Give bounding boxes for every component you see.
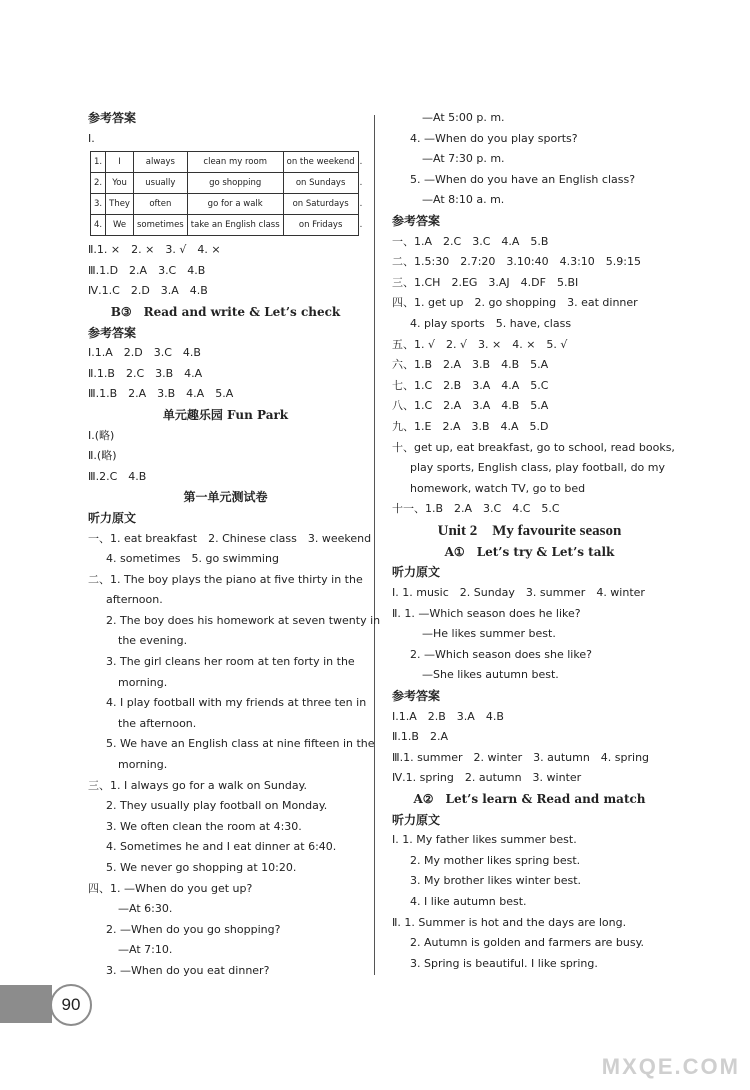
answer-list	[88, 343, 363, 405]
text-line: Ⅰ. 1. music 2. Sunday 3. summer 4. winter	[392, 586, 645, 600]
text-line: Ⅰ.1.A 2.D 3.C 4.B	[88, 346, 201, 360]
fun-park-title: 单元趣乐园 Fun Park	[162, 407, 289, 422]
section-label: Ⅰ.	[88, 131, 95, 145]
table-cell: 4.	[91, 215, 106, 236]
text-line: Ⅳ.1. spring 2. autumn 3. winter	[392, 771, 582, 785]
text-line: 九、1.E 2.A 3.B 4.A 5.D	[392, 419, 549, 433]
text-line: —At 7:30 p. m.	[422, 152, 505, 166]
answer-key-heading: 参考答案	[88, 325, 137, 340]
table-cell: We	[106, 215, 134, 236]
text-line: 2. —Which season does she like?	[410, 647, 592, 661]
section-title-b3: B③ Read and write & Let’s check	[110, 304, 341, 319]
table-cell: take an English class	[187, 215, 283, 236]
text-line: Ⅰ.(略)	[88, 428, 115, 442]
table-cell: I	[106, 152, 134, 173]
answer-key-heading: 参考答案	[88, 111, 137, 125]
text-line: —She likes autumn best.	[422, 668, 559, 682]
table-cell: .	[358, 194, 363, 215]
text-line: —At 7:10.	[118, 943, 173, 957]
answer-key-heading: 参考答案	[392, 689, 441, 704]
text-line: Ⅲ.2.C 4.B	[88, 469, 147, 483]
text-line: 2. My mother likes spring best.	[410, 853, 581, 867]
text-line: Ⅲ.1. summer 2. winter 3. autumn 4. spring	[392, 750, 650, 764]
listening-script-heading: 听力原文	[88, 510, 137, 525]
text-line: 3. We often clean the room at 4:30.	[106, 819, 302, 833]
listening-script	[392, 583, 667, 686]
text-line: 2. —When do you go shopping?	[106, 922, 281, 936]
page-number: 90	[50, 984, 92, 1026]
text-line: play sports, English class, play football, do my	[410, 461, 665, 475]
unit-test-title: 第一单元测试卷	[183, 490, 268, 505]
column-divider	[374, 115, 375, 975]
text-line: Ⅰ.1.A 2.B 3.A 4.B	[392, 709, 504, 723]
table-cell: 1.	[91, 152, 106, 173]
section-title-a1: A① Let’s try & Let’s talk	[444, 544, 615, 559]
table-cell: on Fridays	[283, 215, 358, 236]
text-line: 3. —When do you eat dinner?	[106, 963, 270, 977]
table-cell: .	[358, 215, 363, 236]
text-line: 4. —When do you play sports?	[410, 131, 578, 145]
text-line: 三、1. I always go for a walk on Sunday.	[88, 778, 308, 792]
text-line: Ⅱ.1.B 2.C 3.B 4.A	[88, 366, 203, 380]
table-cell: always	[133, 152, 187, 173]
text-line: 十、get up, eat breakfast, go to school, read books,	[392, 440, 675, 454]
listening-script-heading: 听力原文	[392, 812, 441, 827]
answer-list	[88, 426, 363, 488]
table-cell: often	[133, 194, 187, 215]
table-cell: go shopping	[187, 173, 283, 194]
text-line: —At 6:30.	[118, 902, 173, 916]
text-line: 五、1. √ 2. √ 3. × 4. × 5. √	[392, 337, 568, 351]
text-line: Ⅱ.(略)	[88, 449, 117, 463]
text-line: Ⅳ.1.C 2.D 3.A 4.B	[88, 284, 208, 298]
text-line: 二、1. The boy plays the piano at five thirty in the	[88, 572, 363, 586]
text-line: Ⅱ. 1. —Which season does he like?	[392, 606, 581, 620]
text-line: morning.	[118, 675, 168, 689]
answer-list	[392, 707, 667, 789]
table-cell: on the weekend	[283, 152, 358, 173]
right-column	[392, 108, 675, 974]
table-cell: clean my room	[187, 152, 283, 173]
text-line: —He likes summer best.	[422, 627, 556, 641]
answer-list	[392, 232, 675, 520]
text-line: —At 5:00 p. m.	[422, 111, 505, 124]
unit-title: Unit 2 My favourite season	[437, 522, 622, 539]
text-line: 二、1.5:30 2.7:20 3.10:40 4.3:10 5.9:15	[392, 255, 641, 269]
text-line: —At 8:10 a. m.	[422, 193, 505, 207]
table-cell: 2.	[91, 173, 106, 194]
table-cell: .	[358, 152, 363, 173]
text-line: afternoon.	[106, 593, 163, 607]
table-cell: usually	[133, 173, 187, 194]
text-line: 十一、1.B 2.A 3.C 4.C 5.C	[392, 502, 560, 516]
listening-script	[88, 529, 381, 982]
text-line: 八、1.C 2.A 3.A 4.B 5.A	[392, 399, 549, 413]
table-cell: on Saturdays	[283, 194, 358, 215]
text-line: 2. The boy does his homework at seven twenty in	[106, 613, 381, 627]
text-line: the afternoon.	[118, 716, 197, 730]
text-line: 2. Autumn is golden and farmers are busy.	[410, 936, 645, 950]
table-cell: They	[106, 194, 134, 215]
text-line: Ⅲ.1.B 2.A 3.B 4.A 5.A	[88, 387, 234, 401]
answer-table	[90, 151, 363, 236]
text-line: 3. The girl cleans her room at ten forty in the	[106, 655, 355, 669]
left-column	[88, 108, 381, 982]
text-line: Ⅱ.1.B 2.A	[392, 730, 448, 744]
text-line: Ⅰ. 1. My father likes summer best.	[392, 833, 577, 847]
text-line: 4. I like autumn best.	[410, 894, 527, 908]
text-line: 5. We have an English class at nine fifteen in the	[106, 737, 375, 751]
text-line: homework, watch TV, go to bed	[410, 481, 586, 495]
table-cell: on Sundays	[283, 173, 358, 194]
text-line: Ⅱ.1. × 2. × 3. √ 4. ×	[88, 243, 221, 257]
table-row	[91, 194, 364, 215]
text-line: 四、1. get up 2. go shopping 3. eat dinner	[392, 296, 638, 310]
answer-key-heading: 参考答案	[392, 213, 441, 228]
text-line: 3. Spring is beautiful. I like spring.	[410, 956, 598, 970]
table-cell: You	[106, 173, 134, 194]
text-line: Ⅲ.1.D 2.A 3.C 4.B	[88, 263, 206, 277]
watermark: MXQE.COM	[601, 1054, 740, 1079]
text-line: 七、1.C 2.B 3.A 4.A 5.C	[392, 378, 549, 392]
table-cell: go for a walk	[187, 194, 283, 215]
table-cell: 3.	[91, 194, 106, 215]
listening-script-heading: 听力原文	[392, 565, 441, 580]
text-line: 2. They usually play football on Monday.	[106, 799, 328, 813]
text-line: 一、1.A 2.C 3.C 4.A 5.B	[392, 234, 549, 248]
listening-script	[392, 830, 667, 974]
text-line: morning.	[118, 758, 168, 772]
text-line: 4. sometimes 5. go swimming	[106, 552, 279, 566]
text-line: 四、1. —When do you get up?	[88, 881, 253, 895]
text-line: 4. I play football with my friends at three ten in	[106, 696, 367, 710]
table-cell: sometimes	[133, 215, 187, 236]
text-line: Ⅱ. 1. Summer is hot and the days are long.	[392, 915, 627, 929]
text-line: 3. My brother likes winter best.	[410, 874, 582, 888]
text-line: 5. —When do you have an English class?	[410, 172, 636, 186]
text-line: 六、1.B 2.A 3.B 4.B 5.A	[392, 358, 549, 372]
page-tab	[0, 985, 52, 1023]
listening-script	[392, 108, 667, 211]
table-row	[91, 215, 364, 236]
section-title-a2: A② Let’s learn & Read and match	[413, 792, 646, 806]
text-line: 4. Sometimes he and I eat dinner at 6:40.	[106, 840, 337, 854]
text-line: 4. play sports 5. have, class	[410, 316, 572, 330]
text-line: 三、1.CH 2.EG 3.AJ 4.DF 5.BI	[392, 275, 579, 289]
table-row	[91, 152, 364, 173]
table-cell: .	[358, 173, 363, 194]
table-row	[91, 173, 364, 194]
text-line: 一、1. eat breakfast 2. Chinese class 3. weekend	[88, 531, 372, 545]
answer-list	[88, 240, 363, 302]
text-line: 5. We never go shopping at 10:20.	[106, 861, 297, 874]
text-line: the evening.	[118, 634, 188, 648]
